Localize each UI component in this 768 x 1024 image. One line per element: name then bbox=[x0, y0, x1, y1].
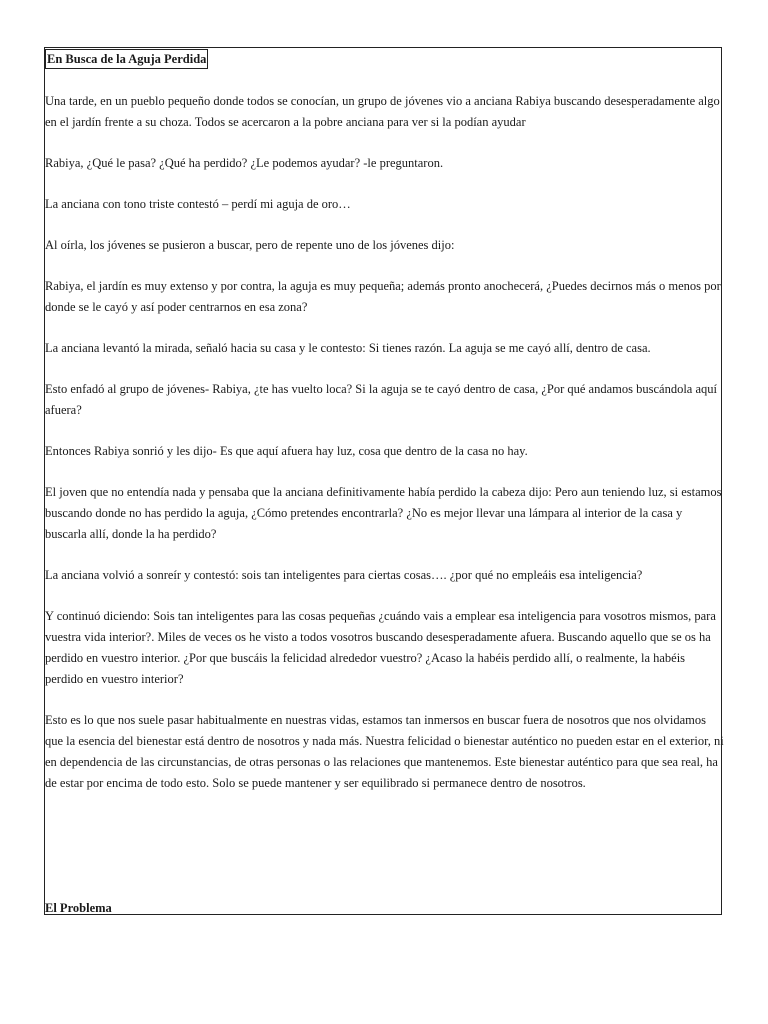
paragraph-1: Una tarde, en un pueblo pequeño donde todos se conocían, un grupo de jóvenes vio a anciana Rabiya buscando desesperadamente algo en el jardín frente a su choza. Todos se acercaron a la pobre anciana para ver si la podían ayudar bbox=[45, 94, 720, 129]
paragraph-8: Entonces Rabiya sonrió y les dijo- Es que aquí afuera hay luz, cosa que dentro de la casa no hay. bbox=[45, 444, 528, 458]
document-body bbox=[45, 49, 725, 794]
paragraph-11: Y continuó diciendo: Sois tan inteligentes para las cosas pequeñas ¿cuándo vais a emplear esa inteligencia para vosotros mismos, para vuestra vida interior?. Miles de veces os he visto a todos vosotros buscando desesperadamente afuera. Buscando aquello que se os ha perdido en vuestro interior. ¿Por que buscáis la felicidad alrededor vuestro? ¿Acaso la habéis perdido allí, o realmente, la habéis perdido en vuestro interior? bbox=[45, 609, 716, 686]
paragraph-12: Esto es lo que nos suele pasar habitualmente en nuestras vidas, estamos tan inmersos en buscar fuera de nosotros que nos olvidamos que la esencia del bienestar está dentro de nosotros y nada más. Nuestra felicidad o bienestar auténtico no pueden estar en el exterior, ni en dependencia de las circunstancias, de otras personas o las relaciones que mantenemos. Este bienestar auténtico para que sea real, ha de estar por encima de todo esto. Solo se puede mantener y ser equilibrado si permanece dentro de nosotros. bbox=[45, 713, 724, 790]
paragraph-6: La anciana levantó la mirada, señaló hacia su casa y le contesto: Si tienes razón. La aguja se me cayó allí, dentro de casa. bbox=[45, 341, 651, 355]
paragraph-10: La anciana volvió a sonreír y contestó: sois tan inteligentes para ciertas cosas…. ¿por qué no empleáis esa inteligencia? bbox=[45, 568, 643, 582]
paragraph-7: Esto enfadó al grupo de jóvenes- Rabiya, ¿te has vuelto loca? Si la aguja se te cayó dentro de casa, ¿Por qué andamos buscándola aquí afuera? bbox=[45, 382, 717, 417]
paragraph-5: Rabiya, el jardín es muy extenso y por contra, la aguja es muy pequeña; además pronto anochecerá, ¿Puedes decirnos más o menos por donde se le cayó y así poder centrarnos en esa zona? bbox=[45, 279, 721, 314]
paragraph-9: El joven que no entendía nada y pensaba que la anciana definitivamente había perdido la cabeza dijo: Pero aun teniendo luz, si estamos buscando donde no has perdido la aguja, ¿Cómo pretendes encontrarla? ¿No es mejor llevar una lámpara al interior de la casa y buscarla allí, donde la ha perdido? bbox=[45, 485, 722, 541]
paragraph-4: Al oírla, los jóvenes se pusieron a buscar, pero de repente uno de los jóvenes dijo: bbox=[45, 238, 455, 252]
section-heading: El Problema bbox=[45, 901, 112, 915]
paragraph-3: La anciana con tono triste contestó – perdí mi aguja de oro… bbox=[45, 197, 351, 211]
paragraph-2: Rabiya, ¿Qué le pasa? ¿Qué ha perdido? ¿Le podemos ayudar? -le preguntaron. bbox=[45, 156, 444, 170]
document-title: En Busca de la Aguja Perdida bbox=[45, 49, 208, 69]
